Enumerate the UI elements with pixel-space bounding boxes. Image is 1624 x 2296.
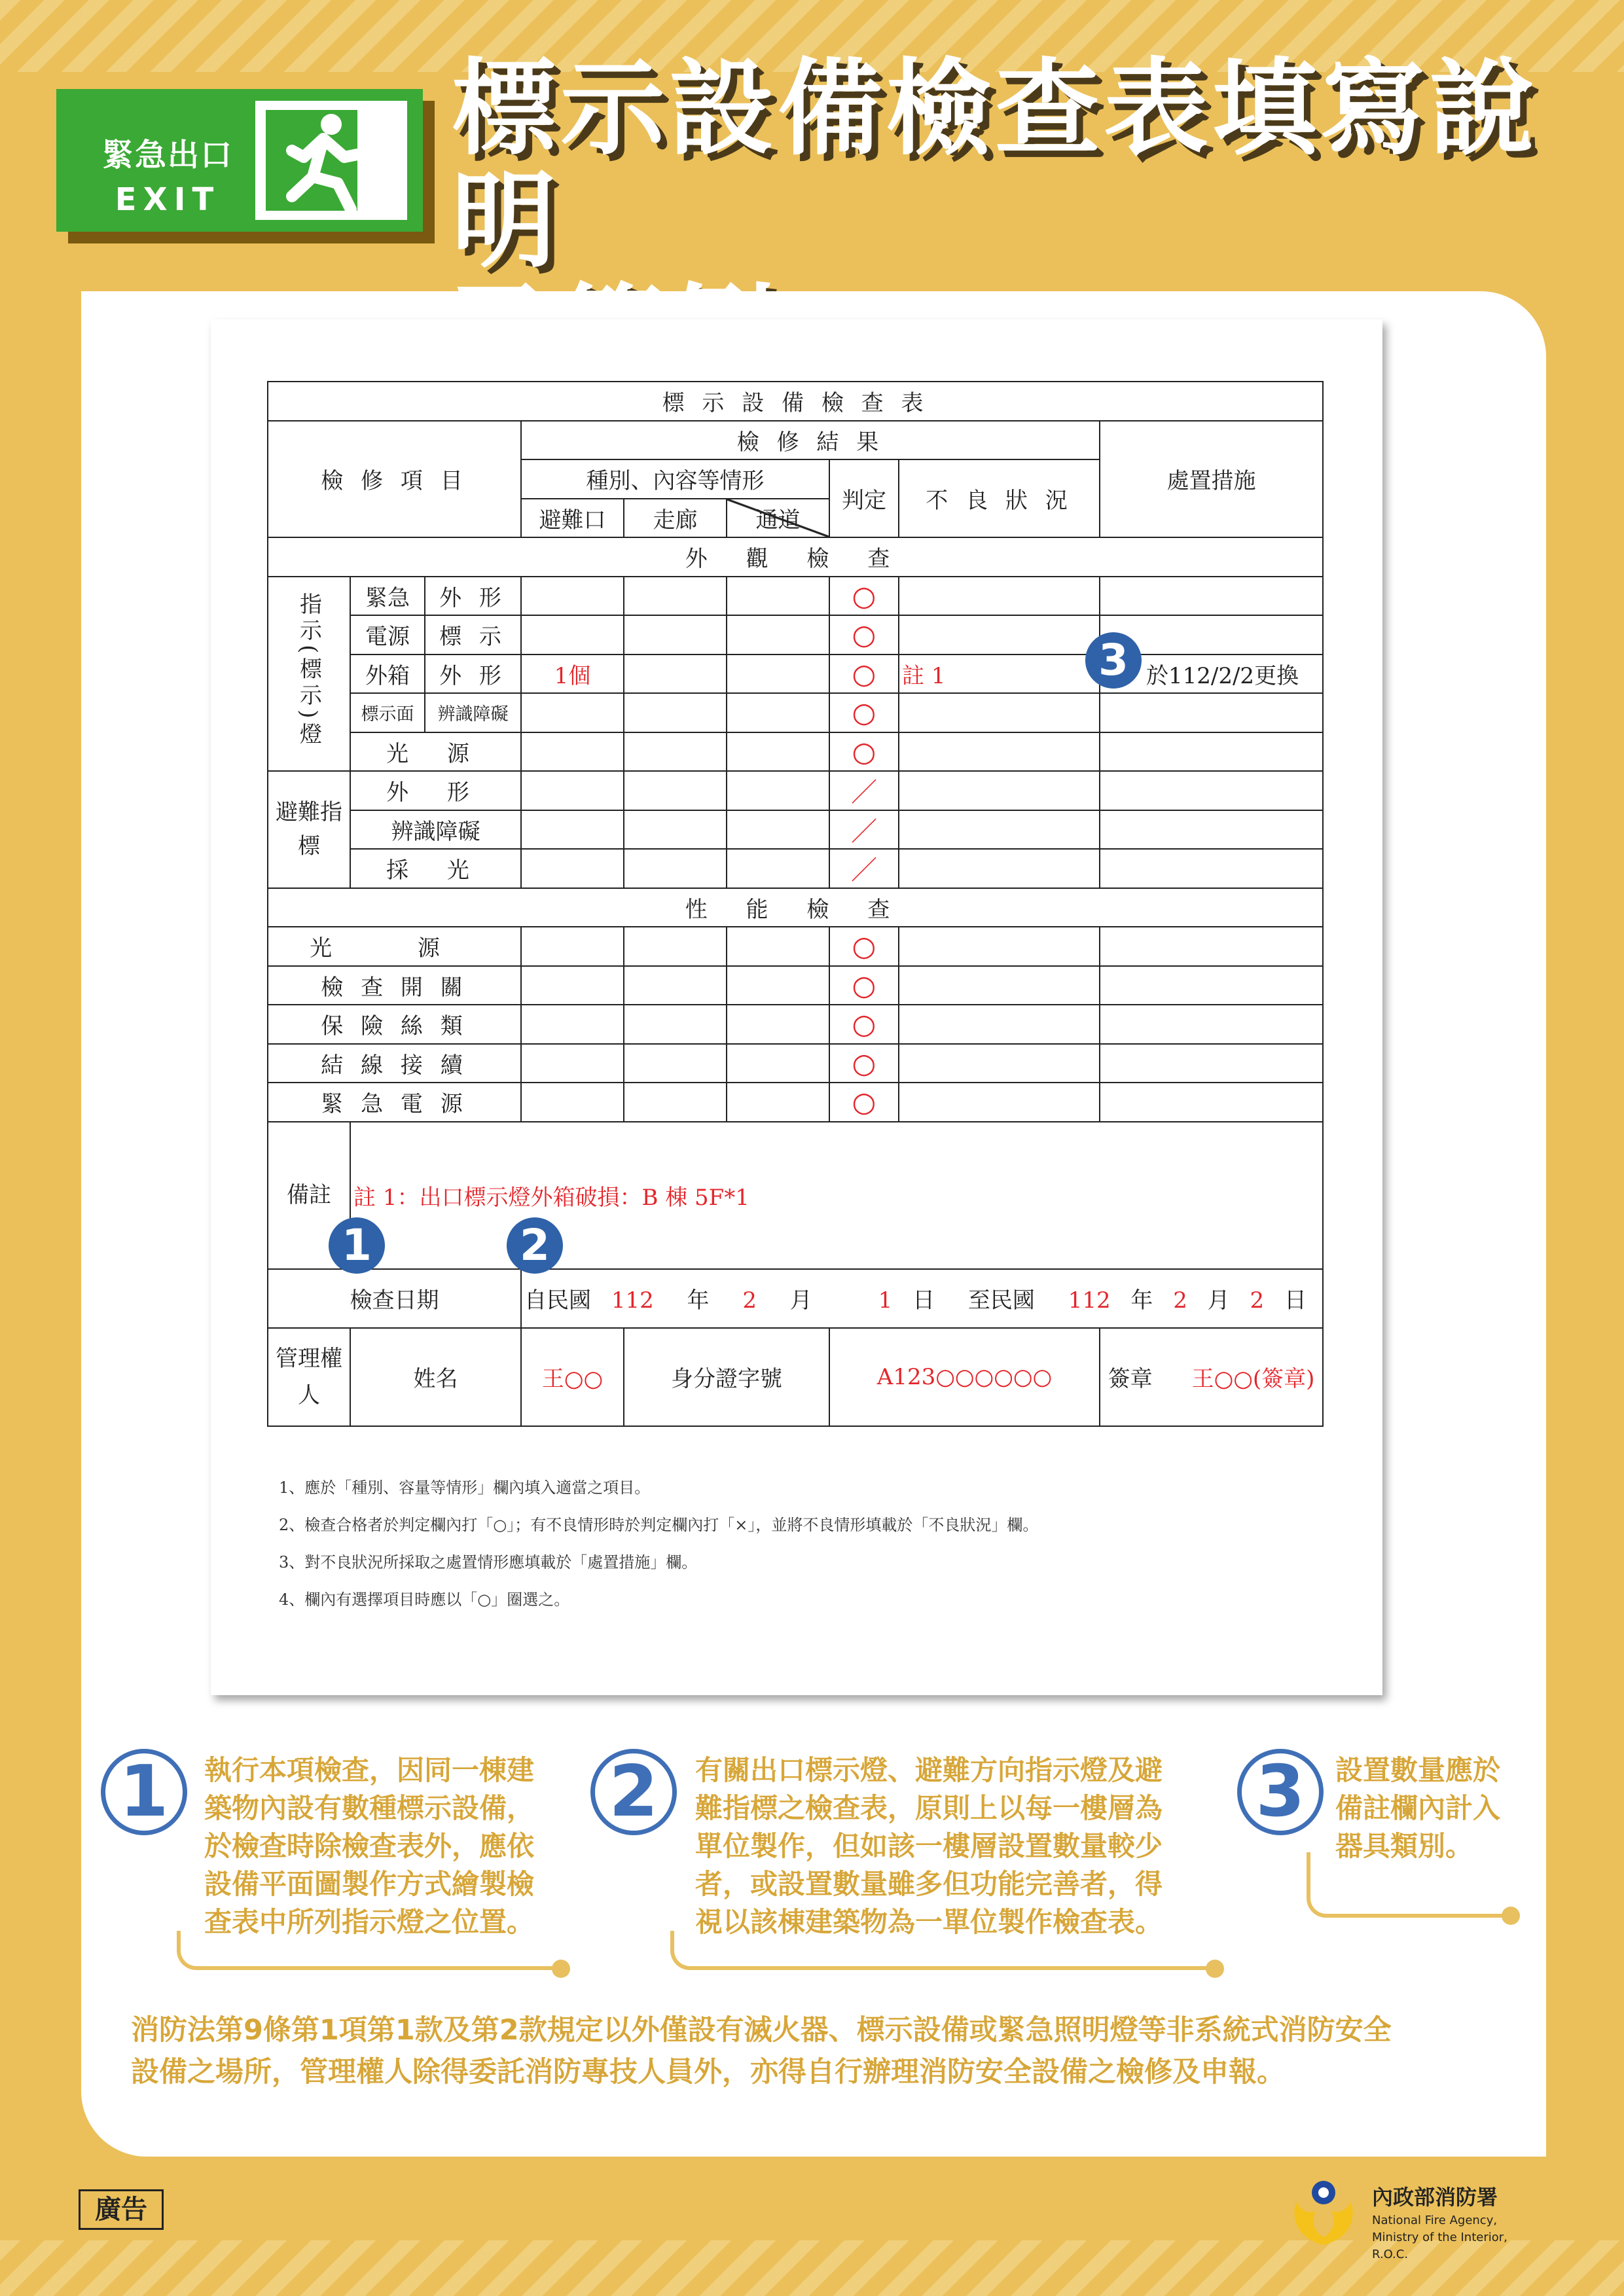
explanation-1: 執行本項檢查，因同一棟建 築物內設有數種標示設備， 於檢查時除檢查表外，應依 設備平面圖製作方式繪製檢 查表中所列指示燈之位置。	[204, 1754, 535, 1938]
explanation-3-line	[1307, 1852, 1509, 1918]
header-sub-exit: 避難口	[521, 499, 624, 538]
header-judge: 判定	[829, 459, 899, 537]
agency-logo: 內政部消防署 National Fire Agency, Ministry of the Interior, R.O.C.	[1284, 2173, 1546, 2251]
law-text: 消防法第9條第1項第1款及第2款規定以外僅設有滅火器、標示設備或緊急照明燈等非系統式消防安全 設備之場所，管理權人除得委託消防專技人員外，亦得自行辦理消防安全設備之檢修及申報。	[131, 2014, 1392, 2089]
date-row	[268, 1269, 1323, 1328]
inspection-form-table	[267, 381, 1324, 1427]
measure-cell: 於112/2/2更換	[1100, 655, 1323, 694]
explanation-1-line	[177, 1931, 560, 1970]
id-label: 身分證字號	[624, 1328, 829, 1426]
owner-row	[268, 1328, 1323, 1426]
table-row: 避難指標 外 形 ／	[268, 771, 1323, 810]
explanation-3-dot	[1502, 1907, 1520, 1925]
header-sub-corridor: 走廊	[624, 499, 727, 538]
title-line1: 標示設備檢查表填寫說明	[452, 47, 1539, 282]
date-label: 檢查日期	[268, 1269, 521, 1328]
explanation-3: 設置數量應於 備註欄內計入 器具類別。	[1335, 1754, 1501, 1862]
group-indicator: 指示(標示)燈	[268, 577, 350, 772]
date-value: 自民國 112 年 2 月 1 日 至民國 112 年 2 月 2 日	[521, 1269, 1323, 1328]
header-item: 檢 修 項 目	[268, 421, 521, 538]
table-row: 保 險 絲 類 ○	[268, 1005, 1323, 1044]
badge-1-icon: 1	[329, 1217, 385, 1274]
exit-sign-en: EXIT	[115, 181, 221, 218]
exit-sign	[56, 89, 423, 232]
remarks-label: 備註	[268, 1122, 350, 1269]
header-measure: 處置措施	[1100, 421, 1323, 538]
name-label: 姓名	[350, 1328, 521, 1426]
table-row: 外箱 外 形 1個 ○ 註 1 於112/2/2更換	[268, 655, 1323, 694]
explanation-2-icon: 2	[590, 1749, 677, 1835]
form-notes: 1、應於「種別、容量等情形」欄內填入適當之項目。 2、檢查合格者於判定欄內打「○」；有不良情形時於判定欄內打「×」，並將不良情形填載於「不良狀況」欄。 3、對不良狀況所採取之處置情形應填載於「處置措施」欄。 4、欄內有選擇項目時應以「○」圈選之。	[279, 1479, 1039, 1609]
table-row: 結 線 接 續 ○	[268, 1044, 1323, 1083]
explanation-1-dot	[552, 1960, 570, 1978]
header-kind: 種別、內容等情形	[521, 459, 829, 499]
ad-label: 廣告	[79, 2189, 164, 2230]
table-row: 標示面 辨識障礙 ○	[268, 693, 1323, 732]
explanation-1-icon: 1	[101, 1749, 187, 1835]
sign-value: 簽章 王○○(簽章)	[1100, 1328, 1323, 1426]
table-row: 辨識障礙 ／	[268, 810, 1323, 850]
section-performance: 性 能 檢 查	[268, 888, 1323, 927]
table-row: 採 光 ／	[268, 849, 1323, 888]
header-sub-passage: 通道	[727, 499, 829, 538]
exit-sign-zh: 緊急出口	[101, 137, 233, 173]
section-appearance: 外 觀 檢 查	[268, 537, 1323, 577]
inspection-form-sheet	[211, 319, 1382, 1695]
name-value: 王○○	[521, 1328, 624, 1426]
table-row: 緊 急 電 源 ○	[268, 1083, 1323, 1122]
table-row: 電源 標 示 ○	[268, 615, 1323, 655]
explanation-3-icon: 3	[1237, 1749, 1324, 1835]
remarks-text: 註 1：出口標示燈外箱破損：B 棟 5F*1	[350, 1122, 1323, 1269]
table-row: 光 源 ○	[268, 927, 1323, 966]
remarks-row	[268, 1122, 1323, 1269]
id-value: A123○○○○○○	[829, 1328, 1100, 1426]
badge-3-icon: 3	[1085, 632, 1142, 689]
table-row: 檢 查 開 關 ○	[268, 966, 1323, 1005]
owner-label: 管理權人	[268, 1328, 350, 1426]
explanation-2-line	[670, 1931, 1214, 1970]
table-row: 指示(標示)燈 緊急 外 形 ○	[268, 577, 1323, 616]
header-defect: 不 良 狀 況	[899, 459, 1100, 537]
group-sign: 避難指標	[268, 771, 350, 888]
header-result: 檢 修 結 果	[521, 421, 1100, 460]
running-man-icon	[253, 98, 410, 223]
explanation-2: 有關出口標示燈、避難方向指示燈及避 難指標之檢查表，原則上以每一樓層為 單位製作，但如該一樓層設置數量較少 者，或設置數量雖多但功能完善者，得 視以該棟建築物為一單位製作檢查表。	[695, 1754, 1163, 1938]
table-row: 光 源 ○	[268, 732, 1323, 772]
form-title: 標 示 設 備 檢 查 表	[268, 382, 1323, 421]
agency-emblem-icon	[1284, 2173, 1363, 2251]
badge-2-icon: 2	[507, 1217, 563, 1274]
explanation-2-dot	[1206, 1960, 1224, 1978]
